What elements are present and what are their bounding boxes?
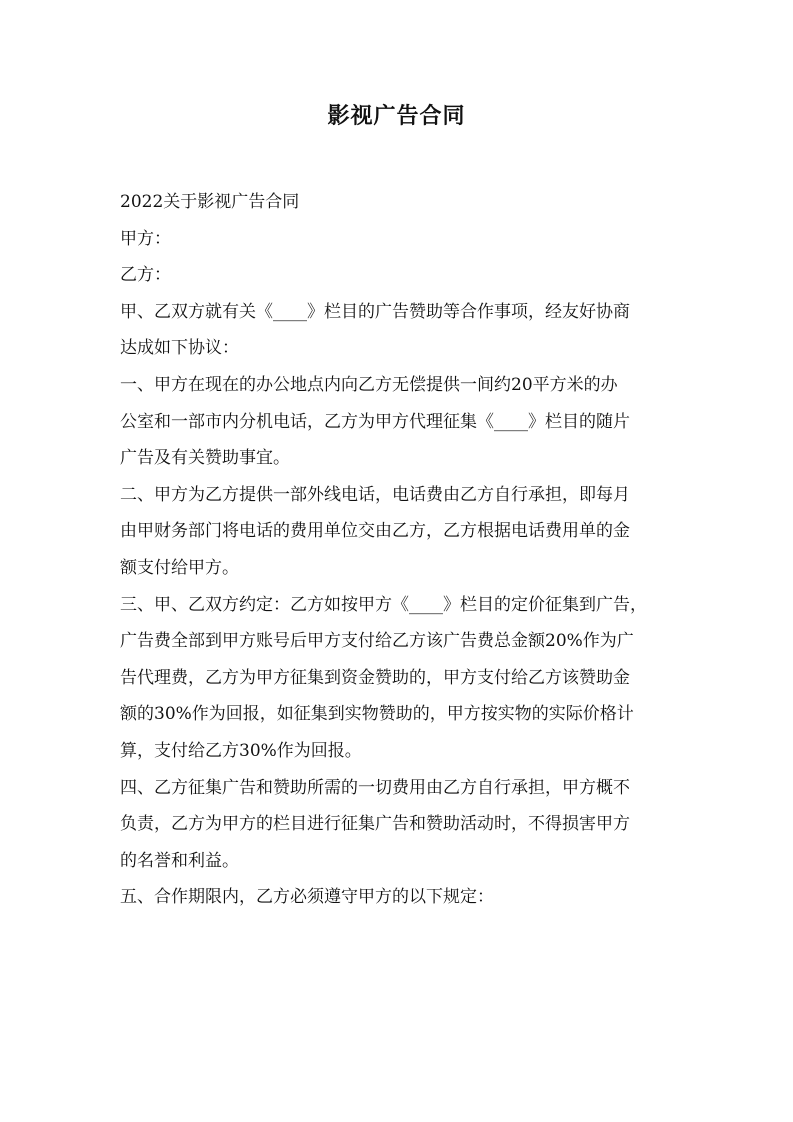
paragraph-line: 达成如下协议： [120, 338, 239, 359]
paragraph-line: 公室和一部市内分机电话，乙方为甲方代理征集《____》栏目的随片 [120, 411, 630, 432]
document-title: 影视广告合同 [327, 103, 466, 129]
paragraph-line: 告代理费，乙方为甲方征集到资金赞助的，甲方支付给乙方该赞助金 [120, 667, 630, 688]
paragraph-line: 乙方： [120, 265, 171, 286]
party-a-label [120, 221, 680, 258]
document-body [120, 184, 680, 916]
paragraph-line: 2022关于影视广告合同 [120, 192, 300, 212]
clause-four [120, 770, 680, 880]
paragraph-line: 由甲财务部门将电话的费用单位交由乙方，乙方根据电话费用单的金 [120, 521, 630, 542]
clause-five [120, 879, 680, 916]
paragraph-line: 一、甲方在现在的办公地点内向乙方无偿提供一间约20平方米的办 [120, 374, 618, 395]
clause-two [120, 477, 680, 587]
paragraph-line: 额的30%作为回报，如征集到实物赞助的，甲方按实物的实际价格计 [120, 704, 634, 725]
paragraph-line: 额支付给甲方。 [120, 557, 239, 578]
heading-paragraph [120, 184, 680, 221]
paragraph-line: 广告及有关赞助事宜。 [120, 448, 290, 469]
paragraph-line: 的名誉和利益。 [120, 850, 239, 871]
paragraph-line: 三、甲、乙双方约定：乙方如按甲方《____》栏目的定价征集到广告， [120, 594, 647, 615]
paragraph-line: 二、甲方为乙方提供一部外线电话，电话费由乙方自行承担，即每月 [120, 484, 630, 505]
paragraph-line: 负责，乙方为甲方的栏目进行征集广告和赞助活动时，不得损害甲方 [120, 814, 630, 835]
paragraph-line: 广告费全部到甲方账号后甲方支付给乙方该广告费总金额20%作为广 [120, 631, 634, 652]
paragraph-line: 五、合作期限内，乙方必须遵守甲方的以下规定： [120, 887, 494, 908]
clause-one [120, 367, 680, 477]
clause-three [120, 587, 680, 770]
party-b-label [120, 257, 680, 294]
paragraph-line: 甲、乙双方就有关《____》栏目的广告赞助等合作事项，经友好协商 [120, 301, 630, 322]
paragraph-line: 甲方： [120, 228, 171, 249]
paragraph-line: 四、乙方征集广告和赞助所需的一切费用由乙方自行承担，甲方概不 [120, 777, 630, 798]
intro-paragraph [120, 294, 680, 367]
paragraph-line: 算，支付给乙方30%作为回报。 [120, 740, 362, 761]
